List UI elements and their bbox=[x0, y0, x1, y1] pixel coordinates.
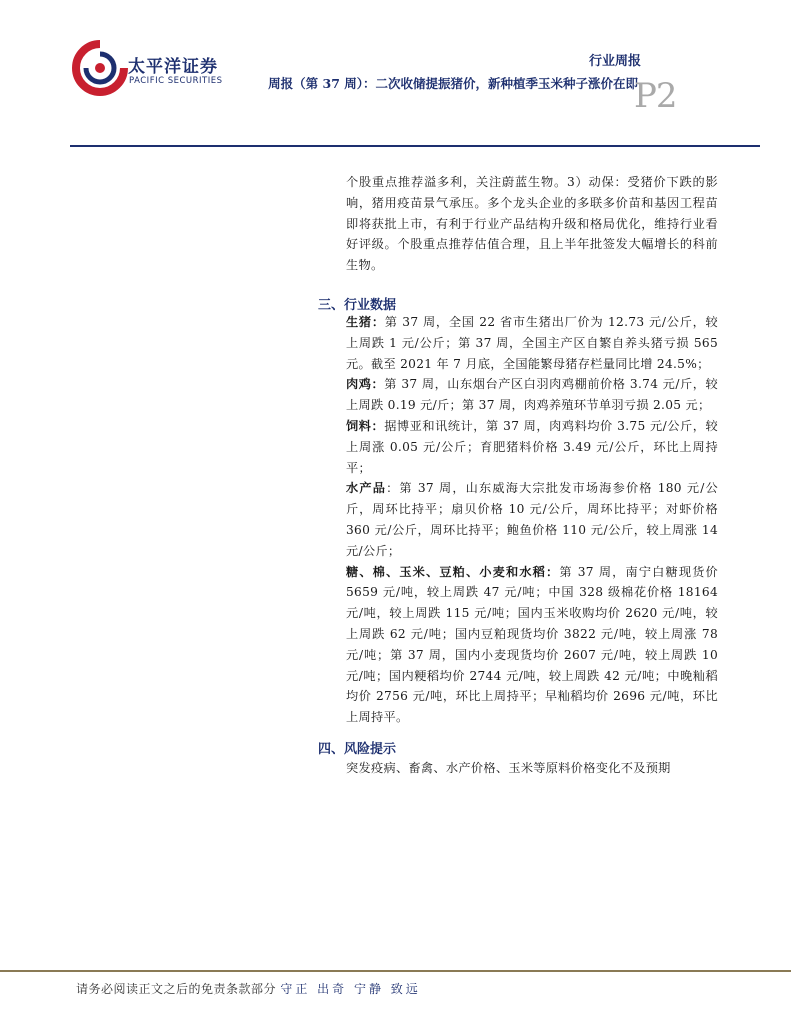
logo-name-cn: 太平洋证券 bbox=[128, 57, 218, 77]
footer-motto: 守正 出奇 宁静 致远 bbox=[280, 982, 421, 996]
data-item-label: 肉鸡： bbox=[346, 377, 385, 392]
pacific-securities-logo-icon bbox=[72, 40, 128, 96]
intro-text: 个股重点推荐溢多利，关注蔚蓝生物。3）动保：受猪价下跌的影响，猪用疫苗景气承压。多个龙头企业的多联多价苗和基因工程苗即将获批上市，有利于行业产品结构升级和格局优化，维持行业看好评级。个股重点推荐估值合理，且上半年批签发大幅增长的科前生物。 bbox=[346, 175, 718, 273]
report-title: 周报（第 37 周）：二次收储提振猪价，新种植季玉米种子涨价在即 bbox=[268, 76, 638, 91]
data-item-label: 水产品 bbox=[346, 481, 387, 496]
section-heading-risk: 四、风险提示 bbox=[318, 742, 397, 757]
footer-divider bbox=[0, 970, 791, 972]
data-item-label: 生猪： bbox=[346, 315, 385, 329]
company-logo bbox=[72, 40, 232, 96]
data-item-text: 据博亚和讯统计，第 37 周，肉鸡料均价 3.75 元/公斤，较上周涨 0.05 元/公斤；育肥猪料价格 3.49 元/公斤，环比上周持平； bbox=[346, 418, 718, 475]
data-item-hog bbox=[346, 312, 718, 374]
risk-text: 突发疫病、畜禽、水产价格、玉米等原料价格变化不及预期 bbox=[346, 761, 671, 775]
intro-paragraph bbox=[346, 172, 718, 276]
data-item-text: 第 37 周，山东烟台产区白羽肉鸡棚前价格 3.74 元/斤，较上周跌 0.19 元/斤；第 37 周，肉鸡养殖环节单羽亏损 2.05 元； bbox=[346, 377, 718, 413]
section-heading-industry-data: 三、行业数据 bbox=[318, 298, 397, 313]
data-item-text: ：第 37 周，山东威海大宗批发市场海参价格 180 元/公斤，周环比持平；扇贝价格 10 元/公斤，周环比持平；对虾价格 360 元/公斤，周环比持平；鲍鱼价格 110 元/公斤，较上周涨 14 元/公斤； bbox=[346, 481, 719, 558]
report-type: 行业周报 bbox=[588, 54, 641, 69]
data-item-text: 第 37 周，南宁白糖现货价 5659 元/吨，较上周跌 47 元/吨；中国 328 级棉花价格 18164 元/吨，较上周跌 115 元/吨；国内玉米收购均价 2620 元/吨，较上周跌 62 元/吨；国内豆粕现货均价 3822 元/吨，较上周涨 78 元/吨；第 37 周，国内小麦现货均价 2607 元/吨，较上周跌 10 元/吨；国内粳稻均价 2744 元/吨，较上周跌 42 元/吨；中晚籼稻均价 2756 元/吨，环比上周持平；早籼稻均价 2696 元/吨，环比上周持平。 bbox=[346, 564, 718, 725]
data-item-label: 饲料： bbox=[346, 418, 385, 433]
data-item-label: 糖、棉、玉米、豆粕、小麦和水稻： bbox=[346, 564, 560, 579]
footer bbox=[76, 980, 421, 997]
logo-name-en: PACIFIC SECURITIES bbox=[129, 76, 223, 86]
data-item-feed bbox=[346, 416, 718, 478]
industry-data-list bbox=[346, 312, 718, 728]
risk-paragraph bbox=[346, 758, 718, 779]
data-item-crops bbox=[346, 562, 718, 728]
footer-disclaimer: 请务必阅读正文之后的免责条款部分 bbox=[76, 982, 277, 996]
data-item-broiler bbox=[346, 374, 718, 416]
page-number: P2 bbox=[634, 76, 677, 116]
data-item-aquatic bbox=[346, 478, 718, 561]
data-item-text: 第 37 周，全国 22 省市生猪出厂价为 12.73 元/公斤，较上周跌 1 元/公斤；第 37 周，全国主产区自繁自养头猪亏损 565 元。截至 2021 年 7 月底，全国能繁母猪存栏量同比增 24.5%； bbox=[346, 315, 718, 371]
header-divider bbox=[70, 145, 760, 147]
